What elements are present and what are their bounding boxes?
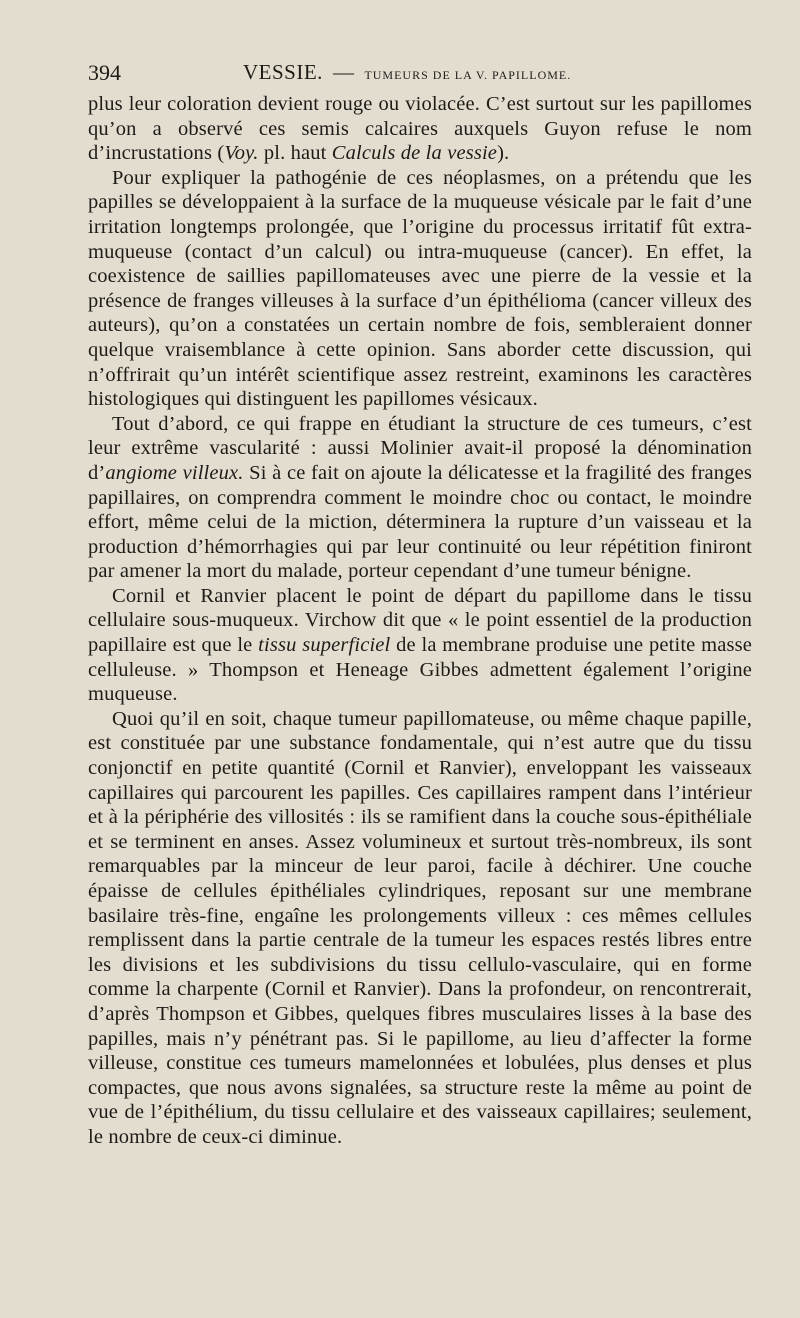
italic-text: Calculs de la vessie (331, 142, 498, 165)
text-run: de la membrane produise une petite masse celluleuse. » Thompson et Heneage Gibbes admettent également l’origine muqueuse. (88, 634, 752, 706)
text-run: pl. haut (258, 142, 332, 165)
italic-text: Voy. (224, 142, 259, 165)
page-number: 394 (88, 60, 121, 85)
text-run: Si à ce fait on ajoute la délicatesse et la fragilité des franges papillaires, on comprendra comment le moindre choc ou contact, le moindre effort, même celui de la miction, déterminera la rupture d’un vaisseau et la production d’hémorrhagies qui par leur continuité ou leur répétition finiront par amener la mort du malade, porteur cependant d’une tumeur bénigne. (88, 461, 752, 583)
italic-text: tissu superficiel (258, 634, 391, 657)
text-run: Cornil et Ranvier placent le point de départ du papillome dans le tissu cellulaire sous-muqueux. Virchow dit que « le point essentiel de la production papillaire est que le (88, 584, 752, 657)
paragraph-4 (88, 584, 752, 707)
paragraph-5 (88, 707, 752, 1150)
running-title-sub: TUMEURS DE LA V. PAPILLOME. (364, 68, 572, 82)
paragraph-2 (88, 166, 752, 412)
text-run: Pour expliquer la pathogénie de ces néoplasmes, on a prétendu que les papilles se développaient à la surface de la muqueuse vésicale par le fait d’une irritation longtemps prolongée, que l’origine du processus irritatif fût extra-muqueuse (contact d’un calcul) ou intra-muqueuse (cancer). En effet, la coexistence de saillies papillomateuses avec une pierre de la vessie et la présence de franges villeuses à la surface d’un épithélioma (cancer villeux des auteurs), qu’on a constatées un certain nombre de fois, sembleraient donner quelque vraisemblance à cette opinion. Sans aborder cette discussion, qui n’offrirait qu’un intérêt scientifique assez restreint, examinons les caractères histologiques qui distinguent les papillomes vésicaux. (88, 166, 752, 411)
paragraph-3 (88, 412, 752, 584)
page-header (88, 60, 752, 90)
running-title (243, 60, 571, 85)
running-title-main: VESSIE. (243, 60, 323, 84)
paragraph-1 (88, 92, 752, 166)
italic-text: angiome villeux. (105, 461, 244, 484)
text-run: Quoi qu’il en soit, chaque tumeur papillomateuse, ou même chaque papille, est constituée par une substance fondamentale, qui n’est autre que du tissu conjonctif en petite quantité (Cornil et Ranvier), enveloppant les vaisseaux capillaires qui parcourent les papilles. Ces capillaires rampent dans l’intérieur et à la périphérie des villosités : ils se ramifient dans la couche sous-épithéliale et se terminent en anses. Assez volumineux et surtout très-nombreux, ils sont remarquables par la minceur de leur paroi, facile à déchirer. Une couche épaisse de cellules épithéliales cylindriques, reposant sur une membrane basilaire très-fine, engaîne les prolongements villeux : ces mêmes cellules remplissent dans la partie centrale de la tumeur les espaces restés libres entre les divisions et les subdivisions du tissu cellulo-vasculaire, qui en forme comme la charpente (Cornil et Ranvier). Dans la profondeur, on rencontrerait, d’après Thompson et Gibbes, quelques fibres musculaires lisses à la base des papilles, mais n’y pénétrant pas. Si le papillome, au lieu d’affecter la forme villeuse, constitue ces tumeurs mamelonnées et lobulées, plus denses et plus compactes, que nous avons signalées, sa structure reste la même au point de vue de l’épithélium, du tissu cellulaire et des vaisseaux capillaires; seulement, le nombre de ceux-ci diminue. (88, 707, 752, 1148)
title-dash: — (332, 60, 355, 84)
text-run: ). (497, 142, 510, 165)
text-run: Tout d’abord, ce qui frappe en étudiant la structure de ces tumeurs, c’est leur extrême vascularité : aussi Molinier avait-il proposé la dénomination d’ (88, 412, 752, 484)
text-run: plus leur coloration devient rouge ou violacée. C’est surtout sur les papillomes qu’on a observé ces semis calcaires auxquels Guyon refuse le nom d’incrustations ( (88, 93, 752, 165)
body-text (88, 92, 752, 1150)
